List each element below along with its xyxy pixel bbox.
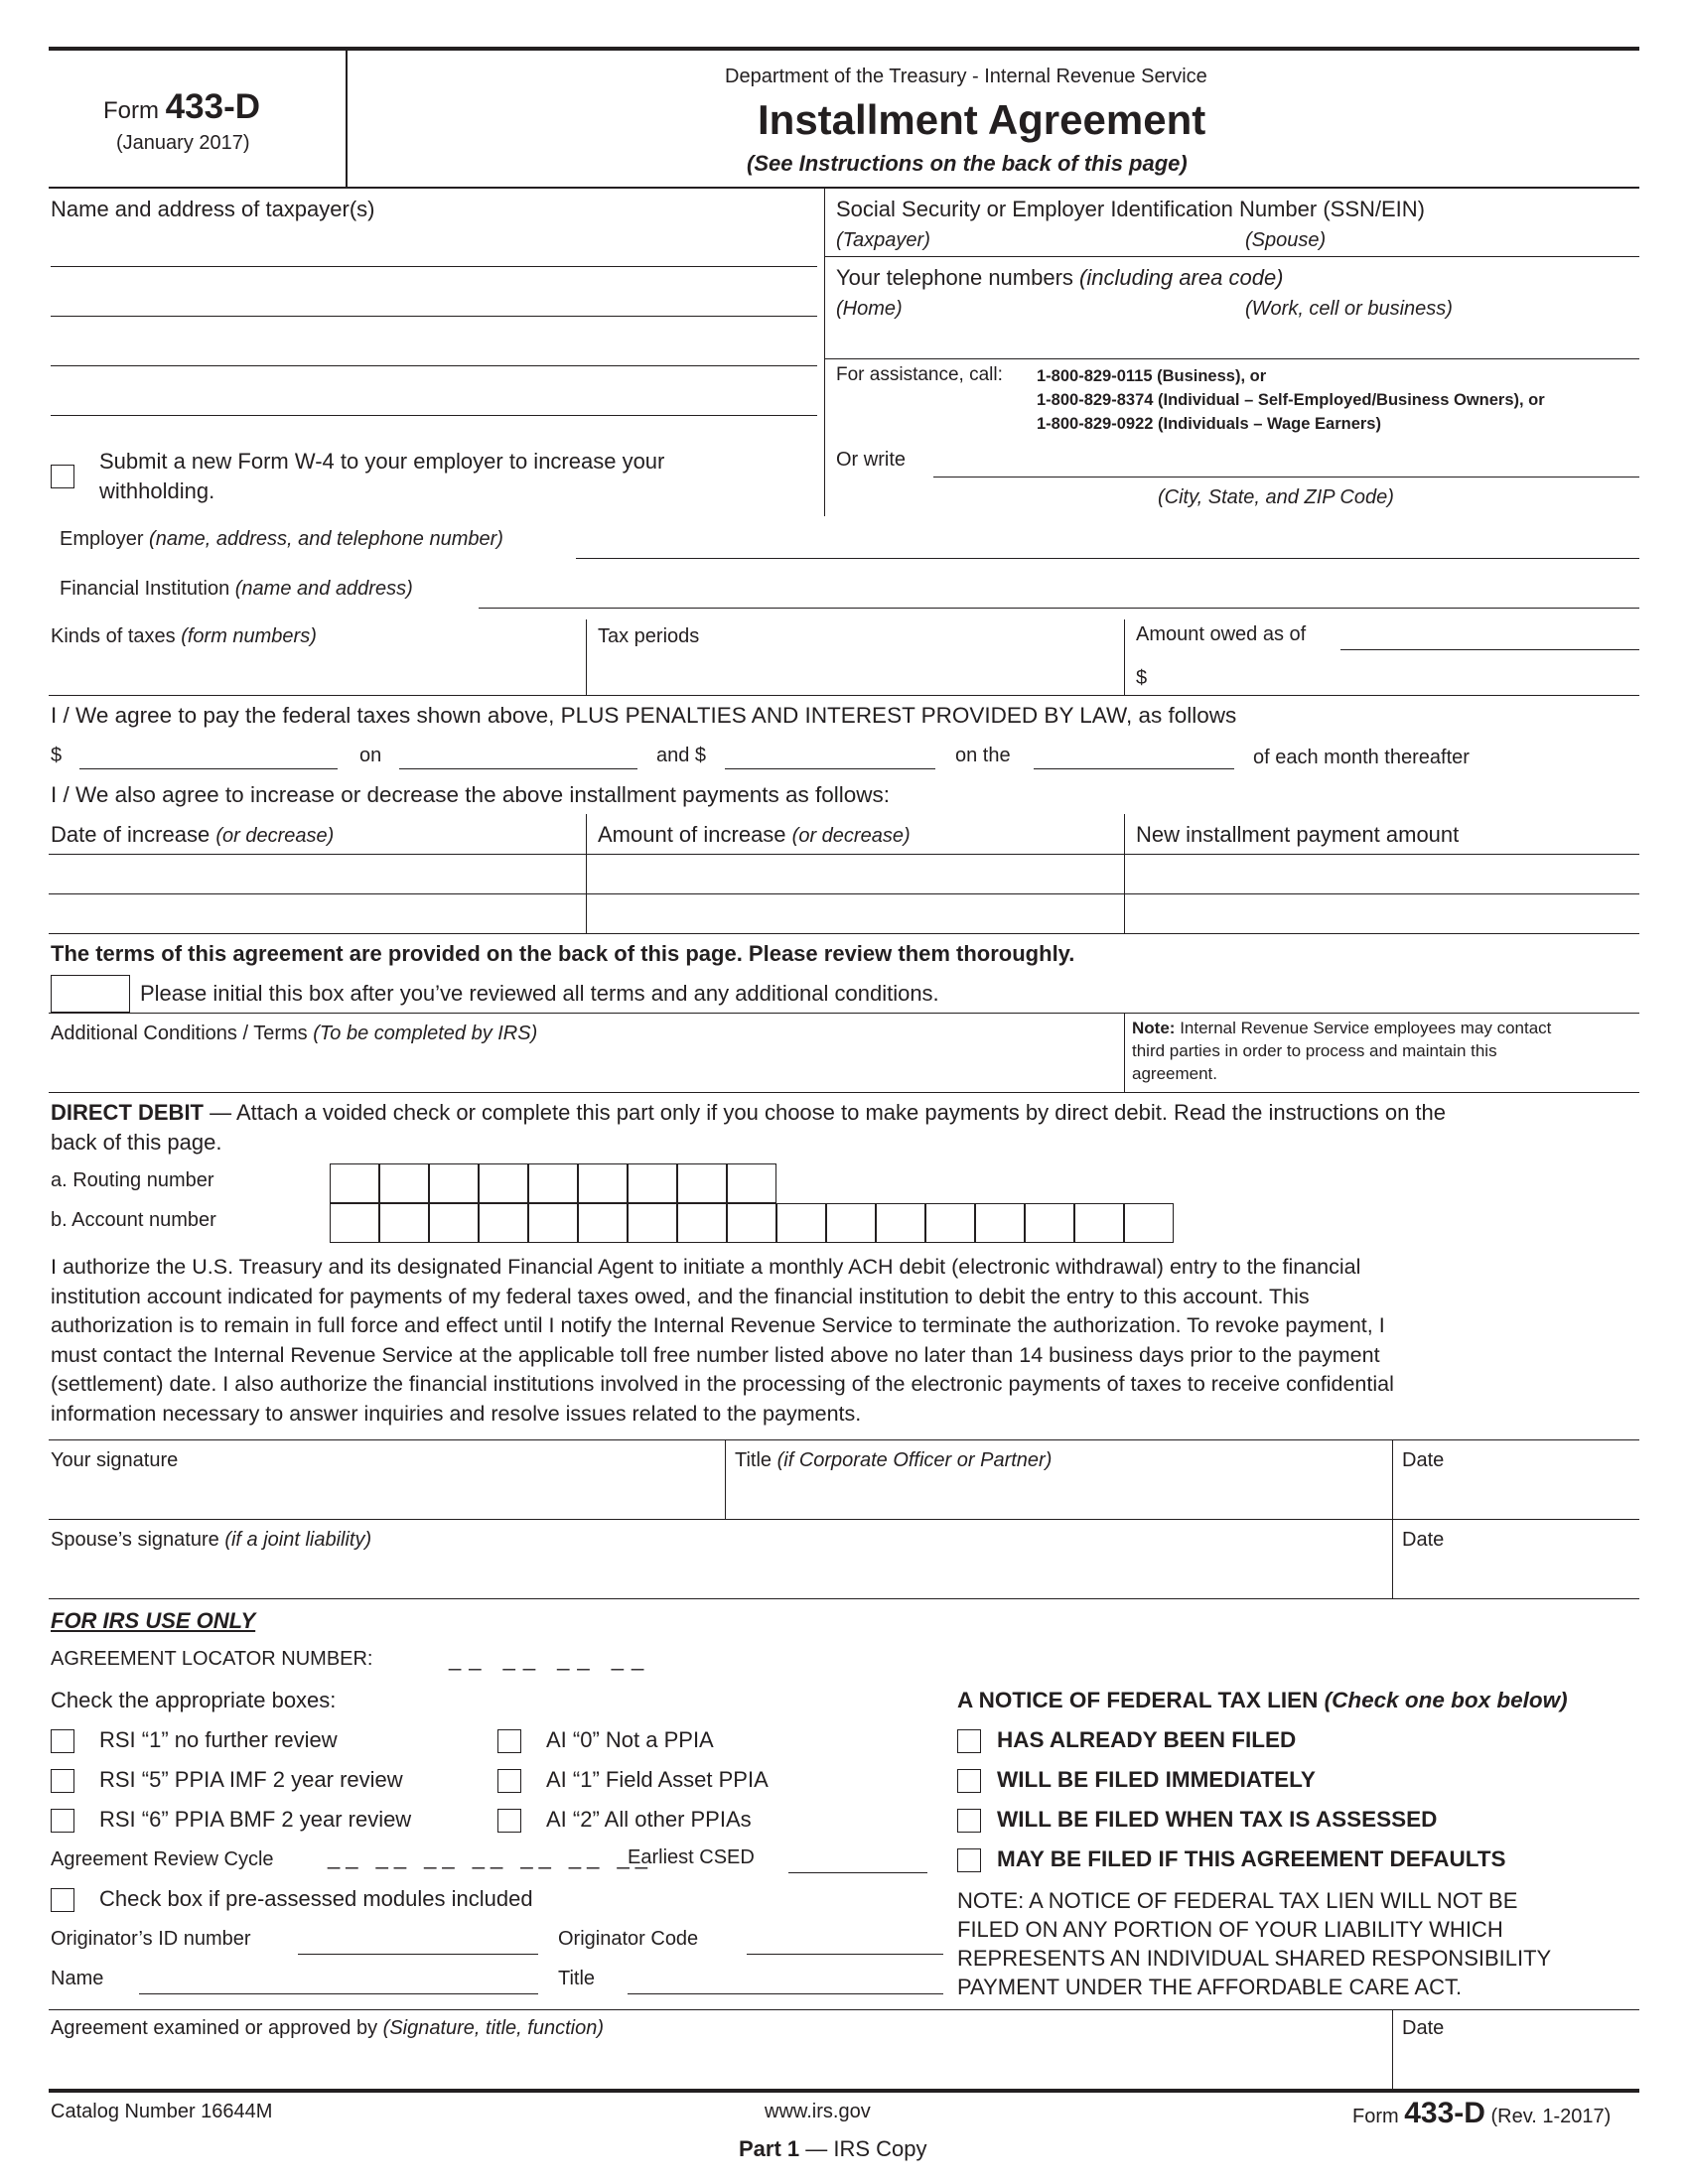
agree-and: and $: [656, 745, 707, 766]
ai-1-label: AI “1” Field Asset PPIA: [546, 1767, 769, 1792]
taxes-bottom-rule: [49, 695, 1639, 696]
note-line-1: Note: Internal Revenue Service employees may contact: [1132, 1019, 1552, 1037]
examined-date-field[interactable]: [1396, 2047, 1636, 2083]
signature-divider-1: [725, 1439, 726, 1519]
ssn-spouse-label: (Spouse): [1245, 229, 1327, 251]
lien-filed-checkbox[interactable]: [957, 1729, 981, 1753]
account-digit-16[interactable]: [1074, 1203, 1124, 1243]
pre-assessed-label: Check box if pre-assessed modules included: [99, 1886, 533, 1911]
pre-assessed-checkbox[interactable]: [51, 1888, 74, 1912]
footer-form-label: Form 433-D (Rev. 1-2017): [1352, 2097, 1612, 2129]
direct-debit-line-2: back of this page.: [51, 1130, 222, 1155]
page-subtitle: (See Instructions on the back of this page): [747, 151, 1188, 176]
account-digit-12[interactable]: [876, 1203, 925, 1243]
lien-note-line-1: NOTE: A NOTICE OF FEDERAL TAX LIEN WILL NOT BE: [957, 1888, 1518, 1913]
irs-name-label: Name: [51, 1968, 104, 1989]
signature-bottom-rule: [49, 1598, 1639, 1599]
kinds-of-taxes-label: Kinds of taxes (form numbers): [51, 625, 317, 647]
rsi-5-checkbox[interactable]: [51, 1769, 74, 1793]
account-digit-3[interactable]: [429, 1203, 479, 1243]
lien-note-line-4: PAYMENT UNDER THE AFFORDABLE CARE ACT.: [957, 1975, 1463, 1999]
increase-row-1-new[interactable]: [1128, 858, 1636, 889]
footer-rule: [49, 2089, 1639, 2093]
signature-top-rule: [49, 1439, 1639, 1440]
terms-bold: The terms of this agreement are provided on the back of this page. Please review them thoroughly.: [51, 941, 1075, 966]
assist-phone-1: 1-800-829-0115 (Business), or: [1037, 367, 1267, 385]
originator-id-label: Originator’s ID number: [51, 1928, 251, 1950]
authorization-text: [51, 1253, 1394, 1429]
title-field[interactable]: [729, 1479, 1388, 1515]
payment-date-field[interactable]: [399, 743, 637, 769]
account-digit-2[interactable]: [379, 1203, 429, 1243]
ai-2-label: AI “2” All other PPIAs: [546, 1807, 752, 1832]
employer-field[interactable]: [576, 530, 1639, 559]
taxes-divider-1: [586, 619, 587, 695]
originator-code-field[interactable]: [747, 1926, 943, 1955]
taxpayer-line-4[interactable]: [51, 387, 817, 416]
routing-digit-6[interactable]: [578, 1163, 628, 1203]
examined-date-label: Date: [1402, 2017, 1445, 2039]
examined-divider: [1392, 2009, 1393, 2089]
lien-assessed-label: WILL BE FILED WHEN TAX IS ASSESSED: [997, 1807, 1438, 1832]
account-digit-9[interactable]: [727, 1203, 776, 1243]
routing-digit-4[interactable]: [479, 1163, 528, 1203]
auth-line-5: (settlement) date. I also authorize the financial institutions involved in the processing of the electronic payments of taxes to receive confidential: [51, 1372, 1394, 1396]
taxpayer-divider: [824, 187, 825, 516]
account-digit-11[interactable]: [826, 1203, 876, 1243]
examined-label: Agreement examined or approved by (Signature, title, function): [51, 2017, 604, 2039]
rsi-6-label: RSI “6” PPIA BMF 2 year review: [99, 1807, 412, 1832]
signature-date-label: Date: [1402, 1449, 1445, 1471]
account-digit-14[interactable]: [975, 1203, 1025, 1243]
agree-dollar: $: [51, 745, 63, 766]
review-cycle-label: Agreement Review Cycle: [51, 1848, 274, 1870]
increase-divider-2: [1124, 814, 1125, 933]
lien-note-line-2: FILED ON ANY PORTION OF YOUR LIABILITY WHICH: [957, 1917, 1503, 1942]
lien-note-line-3: REPRESENTS AN INDIVIDUAL SHARED RESPONSIBILITY: [957, 1946, 1552, 1971]
city-state-label: (City, State, and ZIP Code): [1158, 486, 1394, 508]
irs-website: www.irs.gov: [765, 2101, 871, 2122]
payment-amount-field[interactable]: [79, 743, 338, 769]
initial-label: Please initial this box after you’ve reviewed all terms and any additional conditions.: [140, 981, 939, 1006]
assist-phone-2: 1-800-829-8374 (Individual – Self-Employed/Business Owners), or: [1037, 391, 1545, 409]
ai-0-label: AI “0” Not a PPIA: [546, 1727, 714, 1752]
auth-line-6: information necessary to answer inquiries and resolve issues related to the payments.: [51, 1401, 862, 1426]
lien-note: [957, 1886, 1551, 2001]
financial-label: Financial Institution (name and address): [60, 578, 413, 600]
agree-on-the: on the: [955, 745, 1011, 766]
increase-rule-2: [49, 893, 1639, 894]
account-digit-4[interactable]: [479, 1203, 528, 1243]
amount-owed-label: Amount owed as of: [1136, 623, 1307, 645]
note-line-3: agreement.: [1132, 1064, 1217, 1083]
taxpayer-name-label: Name and address of taxpayer(s): [51, 197, 375, 221]
financial-field[interactable]: [479, 580, 1639, 609]
rsi-1-label: RSI “1” no further review: [99, 1727, 338, 1752]
account-digit-8[interactable]: [677, 1203, 727, 1243]
header-divider: [346, 51, 348, 187]
direct-debit-top-rule: [49, 1092, 1639, 1093]
routing-label: a. Routing number: [51, 1169, 214, 1191]
tax-periods-label: Tax periods: [598, 625, 700, 647]
increase-rule-3: [49, 933, 1639, 934]
agree-line-2: I / We also agree to increase or decrease the above installment payments as follows:: [51, 782, 891, 807]
routing-digit-3[interactable]: [429, 1163, 479, 1203]
auth-line-2: institution account indicated for payments of my federal taxes owed, and the financial institution to debit the entry to this account. This: [51, 1284, 1310, 1308]
part-label: Part 1 — IRS Copy: [739, 2136, 927, 2161]
routing-digit-2[interactable]: [379, 1163, 429, 1203]
examined-top-rule: [49, 2009, 1639, 2010]
taxpayer-line-2[interactable]: [51, 288, 817, 317]
form-date: (January 2017): [116, 132, 250, 154]
earliest-csed-label: Earliest CSED: [628, 1846, 755, 1868]
auth-line-1: I authorize the U.S. Treasury and its designated Financial Agent to initiate a monthly ACH debit (electronic withdrawal) entry to the financial: [51, 1255, 1361, 1279]
check-boxes-label: Check the appropriate boxes:: [51, 1688, 337, 1712]
irs-name-field[interactable]: [139, 1966, 538, 1994]
agency: Department of the Treasury - Internal Revenue Service: [725, 66, 1207, 87]
earliest-csed-field[interactable]: [788, 1844, 927, 1873]
initial-box[interactable]: [51, 975, 130, 1013]
increase-row-1-date[interactable]: [52, 858, 583, 889]
amount-owed-date-field[interactable]: [1340, 623, 1639, 650]
lien-immediately-checkbox[interactable]: [957, 1769, 981, 1793]
new-amount-label: New installment payment amount: [1136, 822, 1460, 847]
routing-digit-1[interactable]: [330, 1163, 379, 1203]
increase-divider-1: [586, 814, 587, 933]
date-increase-label: Date of increase (or decrease): [51, 822, 335, 847]
phone-work-label: (Work, cell or business): [1245, 298, 1453, 320]
amount-increase-label: Amount of increase (or decrease): [598, 822, 911, 847]
page-title: Installment Agreement: [758, 96, 1206, 143]
routing-digit-9[interactable]: [727, 1163, 776, 1203]
monthly-amount-field[interactable]: [725, 743, 935, 769]
examined-field[interactable]: [52, 2047, 1388, 2083]
header-bottom-rule: [49, 187, 1639, 189]
locator-label: AGREEMENT LOCATOR NUMBER:: [51, 1648, 373, 1670]
terms-rule: [49, 1013, 1639, 1014]
assist-phone-3: 1-800-829-0922 (Individuals – Wage Earners): [1037, 415, 1381, 433]
taxpayer-line-1[interactable]: [51, 238, 817, 267]
spouse-date-field[interactable]: [1396, 1559, 1636, 1594]
lien-immediately-label: WILL BE FILED IMMEDIATELY: [997, 1767, 1316, 1792]
ssn-taxpayer-label: (Taxpayer): [836, 229, 930, 251]
taxes-divider-2: [1124, 619, 1125, 695]
rsi-1-checkbox[interactable]: [51, 1729, 74, 1753]
signature-mid-rule: [49, 1519, 1639, 1520]
monthly-day-field[interactable]: [1034, 743, 1234, 769]
routing-digit-5[interactable]: [528, 1163, 578, 1203]
routing-digit-7[interactable]: [628, 1163, 677, 1203]
lien-defaults-checkbox[interactable]: [957, 1848, 981, 1872]
catalog-number: Catalog Number 16644M: [51, 2101, 273, 2122]
top-rule: [49, 47, 1639, 51]
routing-digit-8[interactable]: [677, 1163, 727, 1203]
agree-line-1: I / We agree to pay the federal taxes shown above, PLUS PENALTIES AND INTEREST PROVIDED BY LAW, as follows: [51, 703, 1237, 728]
spouse-date-label: Date: [1402, 1529, 1445, 1551]
increase-rule-1: [49, 854, 1639, 855]
agree-on: on: [359, 745, 382, 766]
account-digit-1[interactable]: [330, 1203, 379, 1243]
rsi-6-checkbox[interactable]: [51, 1809, 74, 1833]
account-digit-5[interactable]: [528, 1203, 578, 1243]
account-label: b. Account number: [51, 1209, 216, 1231]
lien-heading: A NOTICE OF FEDERAL TAX LIEN (Check one box below): [957, 1688, 1568, 1712]
account-digit-10[interactable]: [776, 1203, 826, 1243]
irs-title-field[interactable]: [628, 1966, 943, 1994]
ai-0-checkbox[interactable]: [497, 1729, 521, 1753]
w4-checkbox[interactable]: [51, 465, 74, 488]
account-digit-15[interactable]: [1025, 1203, 1074, 1243]
irs-use-heading: FOR IRS USE ONLY: [51, 1608, 256, 1633]
taxpayer-line-3[interactable]: [51, 338, 817, 366]
auth-line-4: must contact the Internal Revenue Service at the applicable toll free number listed above no later than 14 business days prior to the payment: [51, 1342, 1380, 1367]
agree-each-month: of each month thereafter: [1253, 747, 1470, 768]
phone-label: Your telephone numbers (including area code): [836, 265, 1284, 290]
locator-dashes[interactable]: __ __ __ __: [449, 1646, 652, 1671]
account-digit-7[interactable]: [628, 1203, 677, 1243]
direct-debit-line-1: DIRECT DEBIT — Attach a voided check or complete this part only if you choose to make payments by direct debit. Read the instructions on the: [51, 1100, 1447, 1125]
ssn-label: Social Security or Employer Identification Number (SSN/EIN): [836, 197, 1425, 221]
title-label: Title (if Corporate Officer or Partner): [735, 1449, 1053, 1471]
or-write-field[interactable]: [933, 449, 1639, 478]
lien-defaults-label: MAY BE FILED IF THIS AGREEMENT DEFAULTS: [997, 1846, 1506, 1871]
your-signature-label: Your signature: [51, 1449, 179, 1471]
ai-2-checkbox[interactable]: [497, 1809, 521, 1833]
employer-label: Employer (name, address, and telephone number): [60, 528, 503, 550]
additional-label: Additional Conditions / Terms (To be completed by IRS): [51, 1023, 538, 1044]
increase-row-2-amount[interactable]: [590, 897, 1121, 929]
increase-row-2-date[interactable]: [52, 897, 583, 929]
form-label: Form 433-D: [103, 87, 260, 126]
spouse-signature-label: Spouse’s signature (if a joint liability): [51, 1529, 372, 1551]
rsi-5-label: RSI “5” PPIA IMF 2 year review: [99, 1767, 403, 1792]
phone-home-label: (Home): [836, 298, 903, 320]
signature-date-field[interactable]: [1396, 1479, 1636, 1515]
w4-label-2: withholding.: [99, 478, 215, 503]
account-digit-6[interactable]: [578, 1203, 628, 1243]
or-write-label: Or write: [836, 449, 906, 471]
assist-label: For assistance, call:: [836, 364, 1003, 385]
lien-filed-label: HAS ALREADY BEEN FILED: [997, 1727, 1297, 1752]
your-signature-field[interactable]: [52, 1479, 721, 1515]
amount-owed-dollar: $: [1136, 667, 1148, 689]
irs-title-label: Title: [558, 1968, 596, 1989]
phone-bottom-rule: [824, 358, 1639, 359]
account-digit-17[interactable]: [1124, 1203, 1174, 1243]
originator-id-field[interactable]: [298, 1926, 538, 1955]
ai-1-checkbox[interactable]: [497, 1769, 521, 1793]
w4-label-1: Submit a new Form W-4 to your employer to increase your: [99, 449, 665, 474]
terms-divider: [1124, 1013, 1125, 1092]
ssn-bottom-rule: [824, 256, 1639, 257]
lien-assessed-checkbox[interactable]: [957, 1809, 981, 1833]
increase-row-1-amount[interactable]: [590, 858, 1121, 889]
spouse-signature-field[interactable]: [52, 1559, 1388, 1594]
review-cycle-dashes[interactable]: __ __ __ __ __ __ __: [328, 1844, 653, 1869]
originator-code-label: Originator Code: [558, 1928, 699, 1950]
note-line-2: third parties in order to process and maintain this: [1132, 1041, 1497, 1060]
auth-line-3: authorization is to remain in full force and effect until I notify the Internal Revenue Service to terminate the authorization. To revoke payment, I: [51, 1313, 1385, 1337]
account-digit-13[interactable]: [925, 1203, 975, 1243]
increase-row-2-new[interactable]: [1128, 897, 1636, 929]
